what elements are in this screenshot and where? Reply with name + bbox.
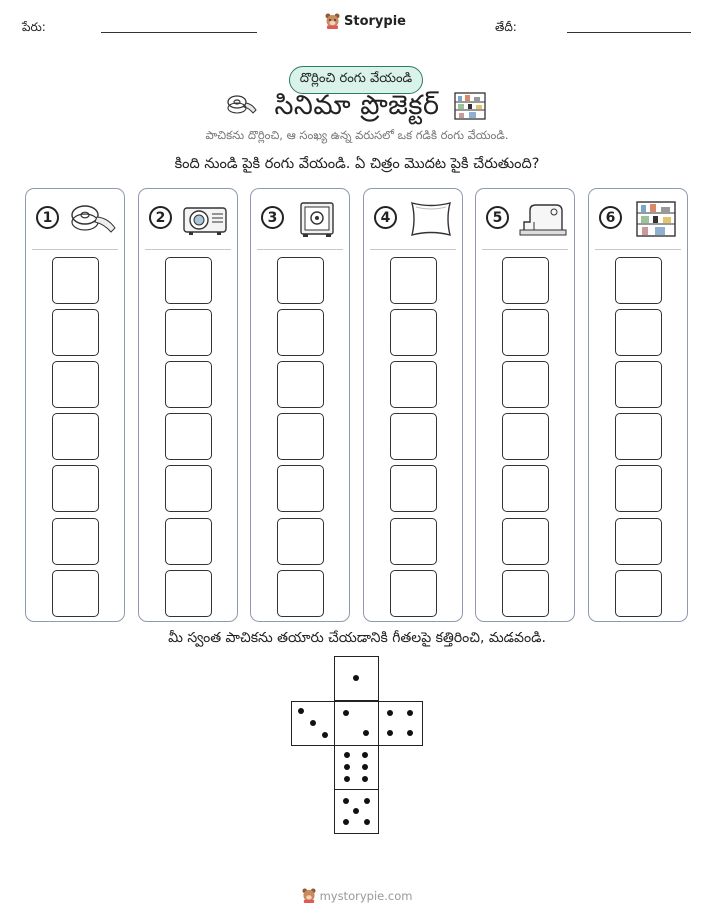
column-divider (482, 249, 568, 250)
column-2 (138, 188, 238, 622)
brand-logo (325, 13, 406, 29)
color-box[interactable] (52, 465, 99, 512)
page-title: సినిమా ప్రొజెక్టర్ (274, 90, 440, 121)
color-box[interactable] (615, 257, 662, 304)
color-box[interactable] (502, 413, 549, 460)
safe-icon (293, 200, 343, 238)
dice-pip (362, 764, 368, 770)
color-box[interactable] (615, 309, 662, 356)
color-box[interactable] (277, 361, 324, 408)
color-box[interactable] (502, 465, 549, 512)
color-box[interactable] (165, 570, 212, 617)
dice-face-3 (291, 701, 336, 746)
color-box[interactable] (165, 361, 212, 408)
film-reel-icon (68, 200, 118, 238)
color-box[interactable] (52, 361, 99, 408)
column-number: 5 (486, 206, 509, 229)
column-3 (250, 188, 350, 622)
dice-pip (353, 808, 359, 814)
dice-pip (387, 730, 393, 736)
color-box[interactable] (165, 309, 212, 356)
color-box[interactable] (502, 518, 549, 565)
color-box[interactable] (277, 413, 324, 460)
name-line (101, 32, 257, 33)
shelf-icon (631, 200, 681, 238)
bear-logo-icon (302, 888, 316, 903)
dice-face-2 (334, 701, 379, 746)
color-box[interactable] (615, 413, 662, 460)
sewing-machine-icon (518, 200, 568, 238)
color-box[interactable] (277, 518, 324, 565)
dice-face-1 (334, 656, 379, 701)
column-number: 6 (599, 206, 622, 229)
dice-pip (407, 730, 413, 736)
dice-pip (364, 798, 370, 804)
color-box[interactable] (502, 257, 549, 304)
dice-pip (343, 798, 349, 804)
color-box[interactable] (52, 413, 99, 460)
color-box[interactable] (52, 518, 99, 565)
activity-badge: దొర్లించి రంగు వేయండి (289, 66, 423, 94)
color-box[interactable] (615, 518, 662, 565)
column-divider (370, 249, 456, 250)
dice-pip (344, 764, 350, 770)
color-box[interactable] (165, 257, 212, 304)
column-divider (145, 249, 231, 250)
pillow-icon (406, 200, 456, 238)
column-divider (32, 249, 118, 250)
column-divider (257, 249, 343, 250)
dice-instruction: మీ స్వంత పాచికను తయారు చేయడానికి గీతలపై కత్తిరించి, మడవండి. (168, 630, 546, 646)
color-box[interactable] (52, 309, 99, 356)
color-box[interactable] (165, 413, 212, 460)
name-label: పేరు: (22, 20, 46, 34)
column-number: 1 (36, 206, 59, 229)
color-box[interactable] (390, 518, 437, 565)
shelf-icon (454, 92, 486, 120)
dice-pip (362, 776, 368, 782)
dice-pip (362, 752, 368, 758)
dice-pip (298, 708, 304, 714)
dice-pip (343, 710, 349, 716)
color-box[interactable] (277, 309, 324, 356)
column-1 (25, 188, 125, 622)
color-box[interactable] (277, 257, 324, 304)
color-box[interactable] (165, 465, 212, 512)
color-box[interactable] (390, 465, 437, 512)
bear-logo-icon (325, 13, 340, 29)
column-number: 3 (261, 206, 284, 229)
color-box[interactable] (615, 465, 662, 512)
dice-pip (363, 730, 369, 736)
dice-pip (310, 720, 316, 726)
color-box[interactable] (390, 570, 437, 617)
column-6 (588, 188, 688, 622)
instruction-text: కింది నుండి పైకి రంగు వేయండి. ఏ చిత్రం మొదట పైకి చేరుతుంది? (174, 156, 540, 172)
dice-pip (364, 819, 370, 825)
column-divider (595, 249, 681, 250)
column-5 (475, 188, 575, 622)
color-box[interactable] (277, 570, 324, 617)
color-box[interactable] (52, 257, 99, 304)
dice-face-4 (378, 701, 423, 746)
dice-pip (407, 710, 413, 716)
footer-url: mystorypie.com (319, 888, 413, 903)
color-box[interactable] (390, 361, 437, 408)
dice-pip (344, 776, 350, 782)
projector-icon (181, 200, 231, 238)
color-box[interactable] (52, 570, 99, 617)
dice-pip (387, 710, 393, 716)
dice-pip (322, 732, 328, 738)
dice-face-5 (334, 789, 379, 834)
dice-pip (343, 819, 349, 825)
color-box[interactable] (615, 570, 662, 617)
brand-name: Storypie (344, 13, 406, 29)
column-number: 4 (374, 206, 397, 229)
color-box[interactable] (390, 257, 437, 304)
footer (0, 888, 714, 903)
page-subtitle: పాచికను దొర్లించి, ఆ సంఖ్య ఉన్న వరుసలో ఒక గడికి రంగు వేయండి. (205, 128, 509, 142)
color-box[interactable] (502, 361, 549, 408)
color-box[interactable] (502, 309, 549, 356)
color-box[interactable] (390, 309, 437, 356)
dice-pip (353, 675, 359, 681)
color-box[interactable] (165, 518, 212, 565)
dice-face-6 (334, 745, 379, 790)
column-4 (363, 188, 463, 622)
color-box[interactable] (277, 465, 324, 512)
column-number: 2 (149, 206, 172, 229)
date-label: తేదీ: (495, 20, 517, 34)
color-box[interactable] (390, 413, 437, 460)
color-box[interactable] (615, 361, 662, 408)
color-box[interactable] (502, 570, 549, 617)
date-line (567, 32, 691, 33)
dice-pip (344, 752, 350, 758)
